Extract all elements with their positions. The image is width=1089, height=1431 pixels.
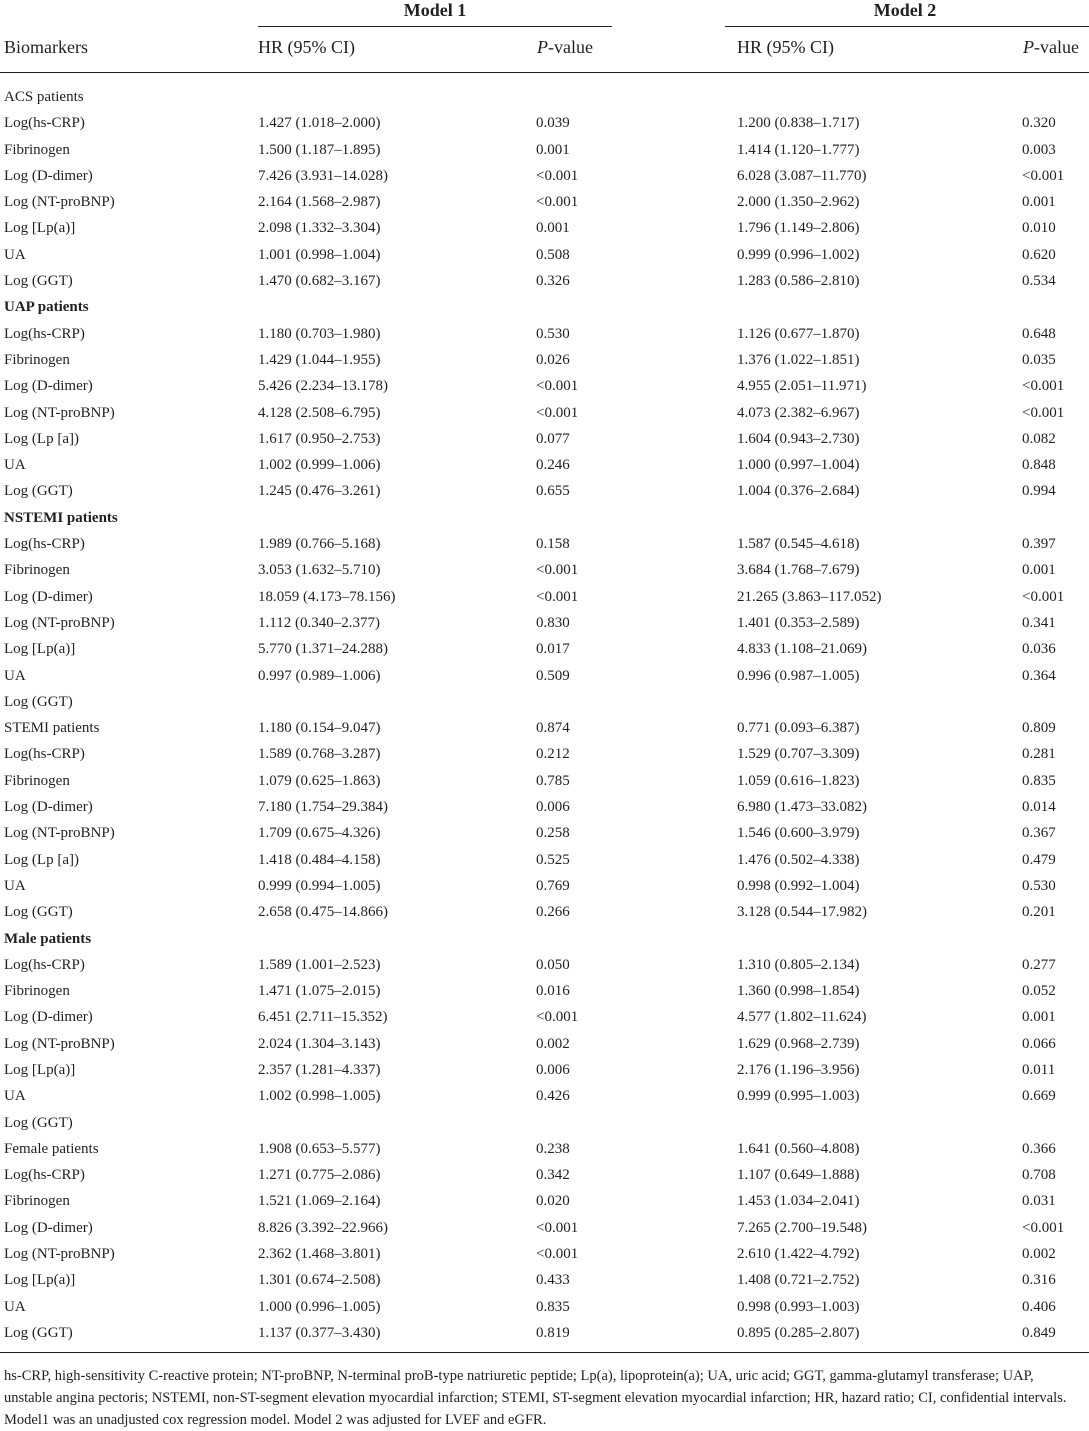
model1-hr-cell: 1.271 (0.775–2.086): [258, 1167, 381, 1184]
biomarker-cell: Log (NT-proBNP): [4, 1246, 115, 1263]
model2-p-cell: 0.277: [1022, 956, 1056, 973]
model2-p-cell: <0.001: [1022, 167, 1065, 184]
biomarker-cell: Log (GGT): [4, 904, 73, 921]
model2-p-cell: 0.002: [1022, 1246, 1056, 1263]
model1-hr-cell: 1.245 (0.476–3.261): [258, 483, 381, 500]
model2-p-header: [1023, 37, 1079, 58]
model2-hr-cell: 1.529 (0.707–3.309): [737, 746, 860, 763]
biomarker-cell: Log (D-dimer): [4, 167, 93, 184]
model2-hr-cell: 1.360 (0.998–1.854): [737, 983, 860, 1000]
model1-p-cell: 0.020: [536, 1193, 570, 1210]
table-footnote: hs-CRP, high-sensitivity C-reactive protein; NT-proBNP, N-terminal proB-type natriuretic peptide; Lp(a), lipoprotein(a); UA, uric acid; GGT, gamma-glutamyl transferase; UAP, unstable angina pectoris; NSTEMI, non-ST-segment elevation myocardial infarction; STEMI, ST-segment elevation myocardial infarction; HR, hazard ratio; CI, confidential intervals. Model1 was an unadjusted cox regression model. Model 2 was adjusted for LVEF and eGFR.: [4, 1368, 1067, 1428]
model1-p-cell: <0.001: [536, 194, 579, 211]
model1-hr-cell: 1.521 (1.069–2.164): [258, 1193, 381, 1210]
model1-p-cell: 0.525: [536, 851, 570, 868]
model2-p-cell: 0.397: [1022, 536, 1056, 553]
model1-hr-cell: 0.999 (0.994–1.005): [258, 877, 381, 894]
model2-hr-cell: 1.453 (1.034–2.041): [737, 1193, 860, 1210]
model1-hr-cell: 1.617 (0.950–2.753): [258, 430, 381, 447]
model1-p-cell: 0.006: [536, 799, 570, 816]
biomarker-cell: Log (Lp [a]): [4, 851, 79, 868]
biomarker-cell: Log(hs-CRP): [4, 746, 85, 763]
table-row: [0, 294, 1089, 320]
model1-hr-cell: 1.418 (0.484–4.158): [258, 851, 381, 868]
model2-p-cell: 0.011: [1022, 1061, 1056, 1078]
model2-hr-cell: 4.955 (2.051–11.971): [737, 378, 867, 395]
model2-p-cell: 0.316: [1022, 1272, 1056, 1289]
model1-p-cell: 0.326: [536, 273, 570, 290]
biomarker-cell: UA: [4, 667, 26, 684]
biomarker-cell: Log (D-dimer): [4, 1009, 93, 1026]
model1-hr-cell: 1.589 (1.001–2.523): [258, 956, 381, 973]
model2-p-cell: 0.364: [1022, 667, 1056, 684]
table-row: [0, 347, 1089, 373]
model1-hr-cell: 1.589 (0.768–3.287): [258, 746, 381, 763]
model2-p-cell: 0.648: [1022, 325, 1056, 342]
model2-p-cell: 0.530: [1022, 877, 1056, 894]
model1-p-cell: <0.001: [536, 1219, 579, 1236]
model1-hr-cell: 1.001 (0.998–1.004): [258, 246, 381, 263]
model2-hr-cell: 1.629 (0.968–2.739): [737, 1035, 860, 1052]
model2-p-cell: 0.809: [1022, 720, 1056, 737]
model2-hr-cell: 0.771 (0.093–6.387): [737, 720, 860, 737]
model2-hr-cell: 1.476 (0.502–4.338): [737, 851, 860, 868]
model2-p-cell: <0.001: [1022, 588, 1065, 605]
biomarker-cell: Fibrinogen: [4, 351, 70, 368]
model1-p-cell: 0.006: [536, 1061, 570, 1078]
biomarker-cell: Male patients: [4, 930, 92, 947]
model1-hr-cell: 1.709 (0.675–4.326): [258, 825, 381, 842]
model1-p-cell: <0.001: [536, 1246, 579, 1263]
model1-hr-header: HR (95% CI): [258, 37, 355, 57]
model2-p-cell: 0.406: [1022, 1298, 1056, 1315]
model2-hr-cell: 0.999 (0.996–1.002): [737, 246, 860, 263]
model1-p-cell: <0.001: [536, 167, 579, 184]
biomarker-cell: Log(hs-CRP): [4, 956, 85, 973]
biomarker-cell: Log (D-dimer): [4, 588, 93, 605]
model2-hr-cell: 1.401 (0.353–2.589): [737, 614, 860, 631]
model2-hr-cell: 21.265 (3.863–117.052): [737, 588, 882, 605]
biomarker-cell: Log(hs-CRP): [4, 325, 85, 342]
model2-hr-cell: 1.310 (0.805–2.134): [737, 956, 860, 973]
table-row: [0, 1083, 1089, 1109]
model1-p-cell: 0.830: [536, 614, 570, 631]
table-row: [0, 715, 1089, 741]
model1-hr-cell: 1.137 (0.377–3.430): [258, 1324, 381, 1341]
biomarker-cell: Fibrinogen: [4, 983, 70, 1000]
biomarker-cell: Log [Lp(a)]: [4, 641, 76, 658]
model2-hr-cell: 1.641 (0.560–4.808): [737, 1140, 860, 1157]
model1-p-cell: 0.238: [536, 1140, 570, 1157]
table-row: [0, 1110, 1089, 1136]
model1-p-cell: 0.001: [536, 220, 570, 237]
model1-p-cell: 0.001: [536, 141, 570, 158]
model1-p-cell: 0.077: [536, 430, 570, 447]
model1-hr-cell: 1.079 (0.625–1.863): [258, 772, 381, 789]
model1-hr-cell: 1.180 (0.703–1.980): [258, 325, 381, 342]
model2-hr-cell: 2.176 (1.196–3.956): [737, 1061, 860, 1078]
model1-p-cell: <0.001: [536, 404, 579, 421]
model1-hr-cell: 4.128 (2.508–6.795): [258, 404, 381, 421]
table-row: [0, 321, 1089, 347]
model1-p-cell: 0.050: [536, 956, 570, 973]
biomarker-cell: Log(hs-CRP): [4, 1167, 85, 1184]
table-row: [0, 978, 1089, 1004]
model1-hr-cell: 2.098 (1.332–3.304): [258, 220, 381, 237]
model1-p-cell: 0.785: [536, 772, 570, 789]
biomarker-cell: Fibrinogen: [4, 141, 70, 158]
table-row: [0, 689, 1089, 715]
table-row: [0, 663, 1089, 689]
model1-hr-cell: 0.997 (0.989–1.006): [258, 667, 381, 684]
biomarker-cell: Log (NT-proBNP): [4, 1035, 115, 1052]
model2-p-cell: <0.001: [1022, 378, 1065, 395]
table-row: [0, 636, 1089, 662]
model2-hr-cell: 6.980 (1.473–33.082): [737, 799, 867, 816]
model1-p-cell: <0.001: [536, 562, 579, 579]
model2-hr-cell: 4.577 (1.802–11.624): [737, 1009, 867, 1026]
model2-p-cell: 0.052: [1022, 983, 1056, 1000]
biomarker-cell: Log [Lp(a)]: [4, 1272, 76, 1289]
biomarker-cell: Log [Lp(a)]: [4, 1061, 76, 1078]
table-row: [0, 268, 1089, 294]
biomarkers-header: Biomarkers: [4, 37, 88, 57]
model2-hr-cell: 1.376 (1.022–1.851): [737, 351, 860, 368]
model2-p-cell: 0.849: [1022, 1324, 1056, 1341]
table-row: [0, 847, 1089, 873]
model1-p-cell: 0.530: [536, 325, 570, 342]
table-row: [0, 1294, 1089, 1320]
table-row: [0, 452, 1089, 478]
biomarker-cell: ACS patients: [4, 89, 84, 105]
model2-p-cell: 0.001: [1022, 1009, 1056, 1026]
model1-p-cell: 0.874: [536, 720, 570, 737]
model1-p-cell: 0.655: [536, 483, 570, 500]
model2-p-cell: 0.994: [1022, 483, 1056, 500]
table-row: [0, 741, 1089, 767]
model2-hr-cell: 1.796 (1.149–2.806): [737, 220, 860, 237]
model1-hr-cell: 5.426 (2.234–13.178): [258, 378, 388, 395]
biomarker-cell: Log(hs-CRP): [4, 115, 85, 132]
biomarker-cell: UA: [4, 1298, 26, 1315]
model2-hr-cell: 4.073 (2.382–6.967): [737, 404, 860, 421]
model1-hr-cell: 2.362 (1.468–3.801): [258, 1246, 381, 1263]
model2-hr-cell: 0.998 (0.992–1.004): [737, 877, 860, 894]
table-row: [0, 768, 1089, 794]
model1-hr-cell: 1.180 (0.154–9.047): [258, 720, 381, 737]
model1-p-cell: 0.026: [536, 351, 570, 368]
model1-p-cell: 0.212: [536, 746, 570, 763]
model2-p-cell: 0.281: [1022, 746, 1056, 763]
model1-hr-cell: 2.658 (0.475–14.866): [258, 904, 388, 921]
table-row: [0, 1057, 1089, 1083]
model2-p-cell: 0.003: [1022, 141, 1056, 158]
model2-p-cell: 0.201: [1022, 904, 1056, 921]
model1-p-cell: 0.769: [536, 877, 570, 894]
table-row: [0, 820, 1089, 846]
model1-p-cell: 0.508: [536, 246, 570, 263]
p-italic: P: [537, 37, 548, 57]
biomarker-cell: Log (GGT): [4, 1114, 73, 1131]
table-row: [0, 1188, 1089, 1214]
table-row: [0, 1267, 1089, 1293]
model1-hr-cell: 1.427 (1.018–2.000): [258, 115, 381, 132]
model2-rule: [725, 26, 1089, 27]
model1-p-cell: <0.001: [536, 378, 579, 395]
model1-hr-cell: 2.357 (1.281–4.337): [258, 1061, 381, 1078]
model2-p-cell: 0.035: [1022, 351, 1056, 368]
biomarker-cell: Log (NT-proBNP): [4, 614, 115, 631]
biomarker-cell: Log (NT-proBNP): [4, 825, 115, 842]
model2-hr-cell: 1.546 (0.600–3.979): [737, 825, 860, 842]
table-bottom-rule: [0, 1352, 1089, 1353]
model1-hr-cell: 1.989 (0.766–5.168): [258, 536, 381, 553]
model1-hr-cell: 1.470 (0.682–3.167): [258, 273, 381, 290]
biomarker-cell: Fibrinogen: [4, 1193, 70, 1210]
biomarker-cell: UAP patients: [4, 299, 89, 316]
table-row: [0, 426, 1089, 452]
model1-rule: [258, 26, 612, 27]
model2-p-cell: <0.001: [1022, 1219, 1065, 1236]
table-row: [0, 610, 1089, 636]
model1-p-cell: <0.001: [536, 1009, 579, 1026]
model1-p-cell: 0.835: [536, 1298, 570, 1315]
model1-p-cell: 0.266: [536, 904, 570, 921]
biomarker-cell: UA: [4, 246, 26, 263]
model1-hr-cell: 1.471 (1.075–2.015): [258, 983, 381, 1000]
model1-p-cell: <0.001: [536, 588, 579, 605]
model2-hr-cell: 1.126 (0.677–1.870): [737, 325, 860, 342]
table-row: [0, 1320, 1089, 1346]
model2-p-cell: 0.534: [1022, 273, 1056, 290]
model2-p-cell: 0.669: [1022, 1088, 1056, 1105]
model1-hr-cell: 1.500 (1.187–1.895): [258, 141, 381, 158]
biomarker-cell: Log [Lp(a)]: [4, 220, 76, 237]
model1-hr-cell: 1.112 (0.340–2.377): [258, 614, 380, 631]
model1-hr-cell: 1.002 (0.999–1.006): [258, 457, 381, 474]
model1-hr-cell: 8.826 (3.392–22.966): [258, 1219, 388, 1236]
model2-hr-cell: 1.408 (0.721–2.752): [737, 1272, 860, 1289]
model2-hr-cell: 1.414 (1.120–1.777): [737, 141, 860, 158]
table-row: [0, 242, 1089, 268]
model2-p-cell: 0.620: [1022, 246, 1056, 263]
model2-hr-cell: 3.684 (1.768–7.679): [737, 562, 860, 579]
model1-p-cell: 0.342: [536, 1167, 570, 1184]
model2-hr-cell: 1.587 (0.545–4.618): [737, 536, 860, 553]
table-row: [0, 84, 1089, 110]
model1-hr-cell: 1.301 (0.674–2.508): [258, 1272, 381, 1289]
model2-hr-cell: 0.895 (0.285–2.807): [737, 1324, 860, 1341]
model2-p-cell: 0.367: [1022, 825, 1056, 842]
model2-p-cell: 0.835: [1022, 772, 1056, 789]
table-row: [0, 215, 1089, 241]
model2-hr-cell: 2.000 (1.350–2.962): [737, 194, 860, 211]
table-row: [0, 478, 1089, 504]
biomarker-cell: Log (GGT): [4, 693, 73, 710]
header-bottom-rule: [0, 72, 1089, 73]
model2-hr-cell: 0.999 (0.995–1.003): [737, 1088, 860, 1105]
model2-hr-cell: 1.000 (0.997–1.004): [737, 457, 860, 474]
model2-hr-cell: 0.998 (0.993–1.003): [737, 1298, 860, 1315]
model1-p-cell: 0.246: [536, 457, 570, 474]
model2-hr-cell: 1.283 (0.586–2.810): [737, 273, 860, 290]
model2-hr-cell: 1.200 (0.838–1.717): [737, 115, 860, 132]
model2-hr-cell: 1.059 (0.616–1.823): [737, 772, 860, 789]
table-row: [0, 110, 1089, 136]
model2-p-cell: 0.001: [1022, 562, 1056, 579]
model2-p-cell: 0.014: [1022, 799, 1056, 816]
biomarker-cell: Fibrinogen: [4, 562, 70, 579]
model1-p-cell: 0.426: [536, 1088, 570, 1105]
biomarker-cell: UA: [4, 457, 26, 474]
table-row: [0, 1215, 1089, 1241]
model2-hr-cell: 1.107 (0.649–1.888): [737, 1167, 860, 1184]
table-row: [0, 794, 1089, 820]
model2-p-cell: 0.010: [1022, 220, 1056, 237]
model1-hr-cell: 1.429 (1.044–1.955): [258, 351, 381, 368]
biomarker-cell: Female patients: [4, 1140, 99, 1157]
table-row: [0, 1162, 1089, 1188]
table-row: [0, 400, 1089, 426]
biomarker-cell: Log (D-dimer): [4, 799, 93, 816]
p-italic: P: [1023, 37, 1034, 57]
model2-hr-cell: 7.265 (2.700–19.548): [737, 1219, 867, 1236]
model2-p-cell: 0.066: [1022, 1035, 1056, 1052]
table-row: [0, 899, 1089, 925]
model2-p-cell: 0.036: [1022, 641, 1056, 658]
model1-hr-cell: 5.770 (1.371–24.288): [258, 641, 388, 658]
model2-hr-cell: 1.004 (0.376–2.684): [737, 483, 860, 500]
model1-hr-cell: 1.908 (0.653–5.577): [258, 1140, 381, 1157]
model1-hr-cell: 3.053 (1.632–5.710): [258, 562, 381, 579]
table-row: [0, 373, 1089, 399]
model2-hr-cell: 0.996 (0.987–1.005): [737, 667, 860, 684]
model2-p-cell: <0.001: [1022, 404, 1065, 421]
biomarker-cell: Log (NT-proBNP): [4, 194, 115, 211]
model2-p-cell: 0.341: [1022, 614, 1056, 631]
table-row: [0, 163, 1089, 189]
model2-hr-cell: 1.604 (0.943–2.730): [737, 430, 860, 447]
table-row: [0, 505, 1089, 531]
p-suffix: -value: [548, 37, 593, 57]
p-suffix: -value: [1034, 37, 1079, 57]
model2-hr-cell: 2.610 (1.422–4.792): [737, 1246, 860, 1263]
biomarker-cell: Fibrinogen: [4, 772, 70, 789]
model1-hr-cell: 7.426 (3.931–14.028): [258, 167, 388, 184]
biomarker-cell: UA: [4, 1088, 26, 1105]
biomarker-cell: Log(hs-CRP): [4, 536, 85, 553]
model2-hr-header: HR (95% CI): [737, 37, 834, 57]
table-row: [0, 952, 1089, 978]
table-row: [0, 584, 1089, 610]
model1-hr-cell: 1.002 (0.998–1.005): [258, 1088, 381, 1105]
model1-p-cell: 0.017: [536, 641, 570, 658]
model2-p-cell: 0.320: [1022, 115, 1056, 132]
table-row: [0, 137, 1089, 163]
biomarker-cell: Log (GGT): [4, 483, 73, 500]
table-row: [0, 1241, 1089, 1267]
model1-hr-cell: 7.180 (1.754–29.384): [258, 799, 388, 816]
biomarker-cell: Log (NT-proBNP): [4, 404, 115, 421]
model2-hr-cell: 4.833 (1.108–21.069): [737, 641, 867, 658]
model1-p-cell: 0.016: [536, 983, 570, 1000]
biomarker-cell: NSTEMI patients: [4, 509, 118, 526]
biomarker-cell: Log (D-dimer): [4, 1219, 93, 1236]
table-row: [0, 189, 1089, 215]
biomarker-cell: Log (GGT): [4, 1324, 73, 1341]
model2-p-cell: 0.479: [1022, 851, 1056, 868]
table-body: [0, 84, 1089, 1346]
model1-hr-cell: 1.000 (0.996–1.005): [258, 1298, 381, 1315]
model1-p-cell: 0.258: [536, 825, 570, 842]
model1-hr-cell: 18.059 (4.173–78.156): [258, 588, 396, 605]
model2-hr-cell: 3.128 (0.544–17.982): [737, 904, 867, 921]
biomarker-cell: Log (GGT): [4, 273, 73, 290]
model2-header: Model 2: [873, 0, 937, 20]
model1-hr-cell: 2.164 (1.568–2.987): [258, 194, 381, 211]
model2-hr-cell: 6.028 (3.087–11.770): [737, 167, 867, 184]
model1-p-cell: 0.433: [536, 1272, 570, 1289]
model2-p-cell: 0.082: [1022, 430, 1056, 447]
model1-header: Model 1: [403, 0, 467, 20]
model2-p-cell: 0.848: [1022, 457, 1056, 474]
table-row: [0, 531, 1089, 557]
table-row: [0, 926, 1089, 952]
model2-p-cell: 0.001: [1022, 194, 1056, 211]
biomarker-cell: UA: [4, 877, 26, 894]
biomarker-cell: Log (Lp [a]): [4, 430, 79, 447]
table-row: [0, 1004, 1089, 1030]
model1-p-cell: 0.158: [536, 536, 570, 553]
model1-hr-cell: 2.024 (1.304–3.143): [258, 1035, 381, 1052]
model1-p-cell: 0.039: [536, 115, 570, 132]
table-row: [0, 557, 1089, 583]
model2-p-cell: 0.366: [1022, 1140, 1056, 1157]
model1-p-cell: 0.002: [536, 1035, 570, 1052]
model1-p-cell: 0.819: [536, 1324, 570, 1341]
model1-p-header: [537, 37, 593, 58]
biomarker-cell: Log (D-dimer): [4, 378, 93, 395]
table-row: [0, 1136, 1089, 1162]
model2-p-cell: 0.031: [1022, 1193, 1056, 1210]
model2-p-cell: 0.708: [1022, 1167, 1056, 1184]
table-row: [0, 1031, 1089, 1057]
model1-p-cell: 0.509: [536, 667, 570, 684]
biomarker-cell: STEMI patients: [4, 720, 100, 737]
model1-hr-cell: 6.451 (2.711–15.352): [258, 1009, 388, 1026]
table-row: [0, 873, 1089, 899]
